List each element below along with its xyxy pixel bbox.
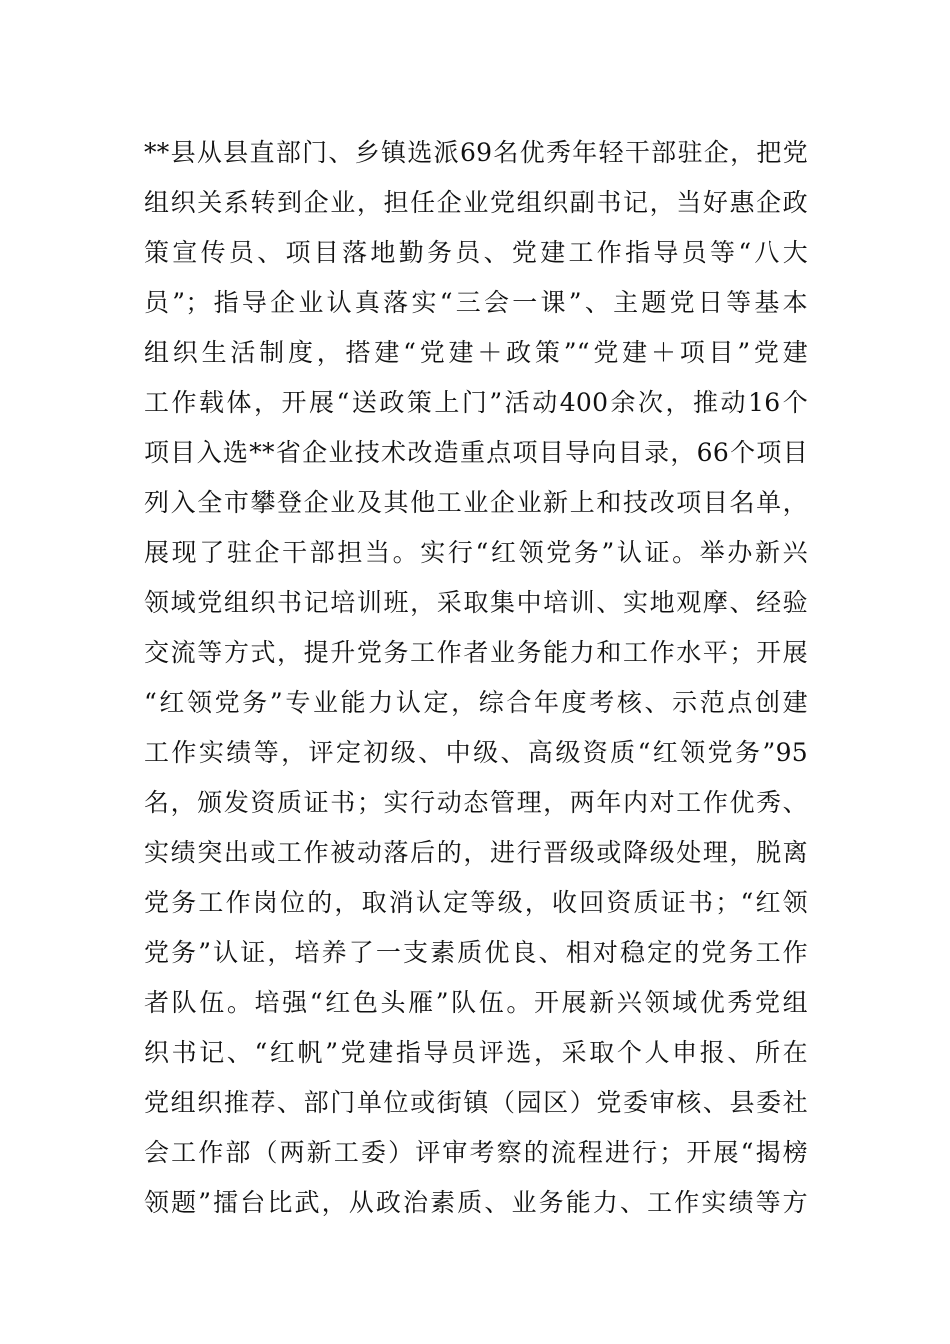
text-line-4: 员”；指导企业认真落实“三会一课”、主题党日等基本 (144, 288, 808, 317)
text-line-20: 党组织推荐、部门单位或街镇（园区）党委审核、县委社 (144, 1088, 808, 1117)
text-line-9: 展现了驻企干部担当。实行“红领党务”认证。举办新兴 (144, 538, 808, 567)
text-line-5: 组织生活制度，搭建“党建＋政策”“党建＋项目”党建 (144, 338, 808, 367)
body-paragraph (144, 128, 808, 1228)
text-line-21: 会工作部（两新工委）评审考察的流程进行；开展“揭榜 (144, 1138, 808, 1167)
text-line-2: 组织关系转到企业，担任企业党组织副书记，当好惠企政 (144, 188, 808, 217)
text-line-14: 名，颁发资质证书；实行动态管理，两年内对工作优秀、 (144, 788, 808, 817)
text-line-1: **县从县直部门、乡镇选派69名优秀年轻干部驻企，把党 (144, 138, 808, 167)
text-line-3: 策宣传员、项目落地勤务员、党建工作指导员等“八大 (144, 238, 808, 267)
text-line-11: 交流等方式，提升党务工作者业务能力和工作水平；开展 (144, 638, 808, 667)
text-line-8: 列入全市攀登企业及其他工业企业新上和技改项目名单， (144, 488, 808, 517)
text-line-13: 工作实绩等，评定初级、中级、高级资质“红领党务”95 (144, 738, 808, 767)
text-line-19: 织书记、“红帆”党建指导员评选，采取个人申报、所在 (144, 1038, 808, 1067)
text-line-12: “红领党务”专业能力认定，综合年度考核、示范点创建 (144, 688, 808, 717)
text-line-22: 领题”擂台比武，从政治素质、业务能力、工作实绩等方 (144, 1188, 808, 1217)
text-line-18: 者队伍。培强“红色头雁”队伍。开展新兴领域优秀党组 (144, 988, 808, 1017)
text-line-10: 领域党组织书记培训班，采取集中培训、实地观摩、经验 (144, 588, 808, 617)
text-line-15: 实绩突出或工作被动落后的，进行晋级或降级处理，脱离 (144, 838, 808, 867)
text-line-16: 党务工作岗位的，取消认定等级，收回资质证书；“红领 (144, 888, 808, 917)
text-line-7: 项目入选**省企业技术改造重点项目导向目录，66个项目 (144, 438, 808, 467)
text-line-6: 工作载体，开展“送政策上门”活动400余次，推动16个 (144, 388, 808, 417)
text-line-17: 党务”认证，培养了一支素质优良、相对稳定的党务工作 (144, 938, 808, 967)
